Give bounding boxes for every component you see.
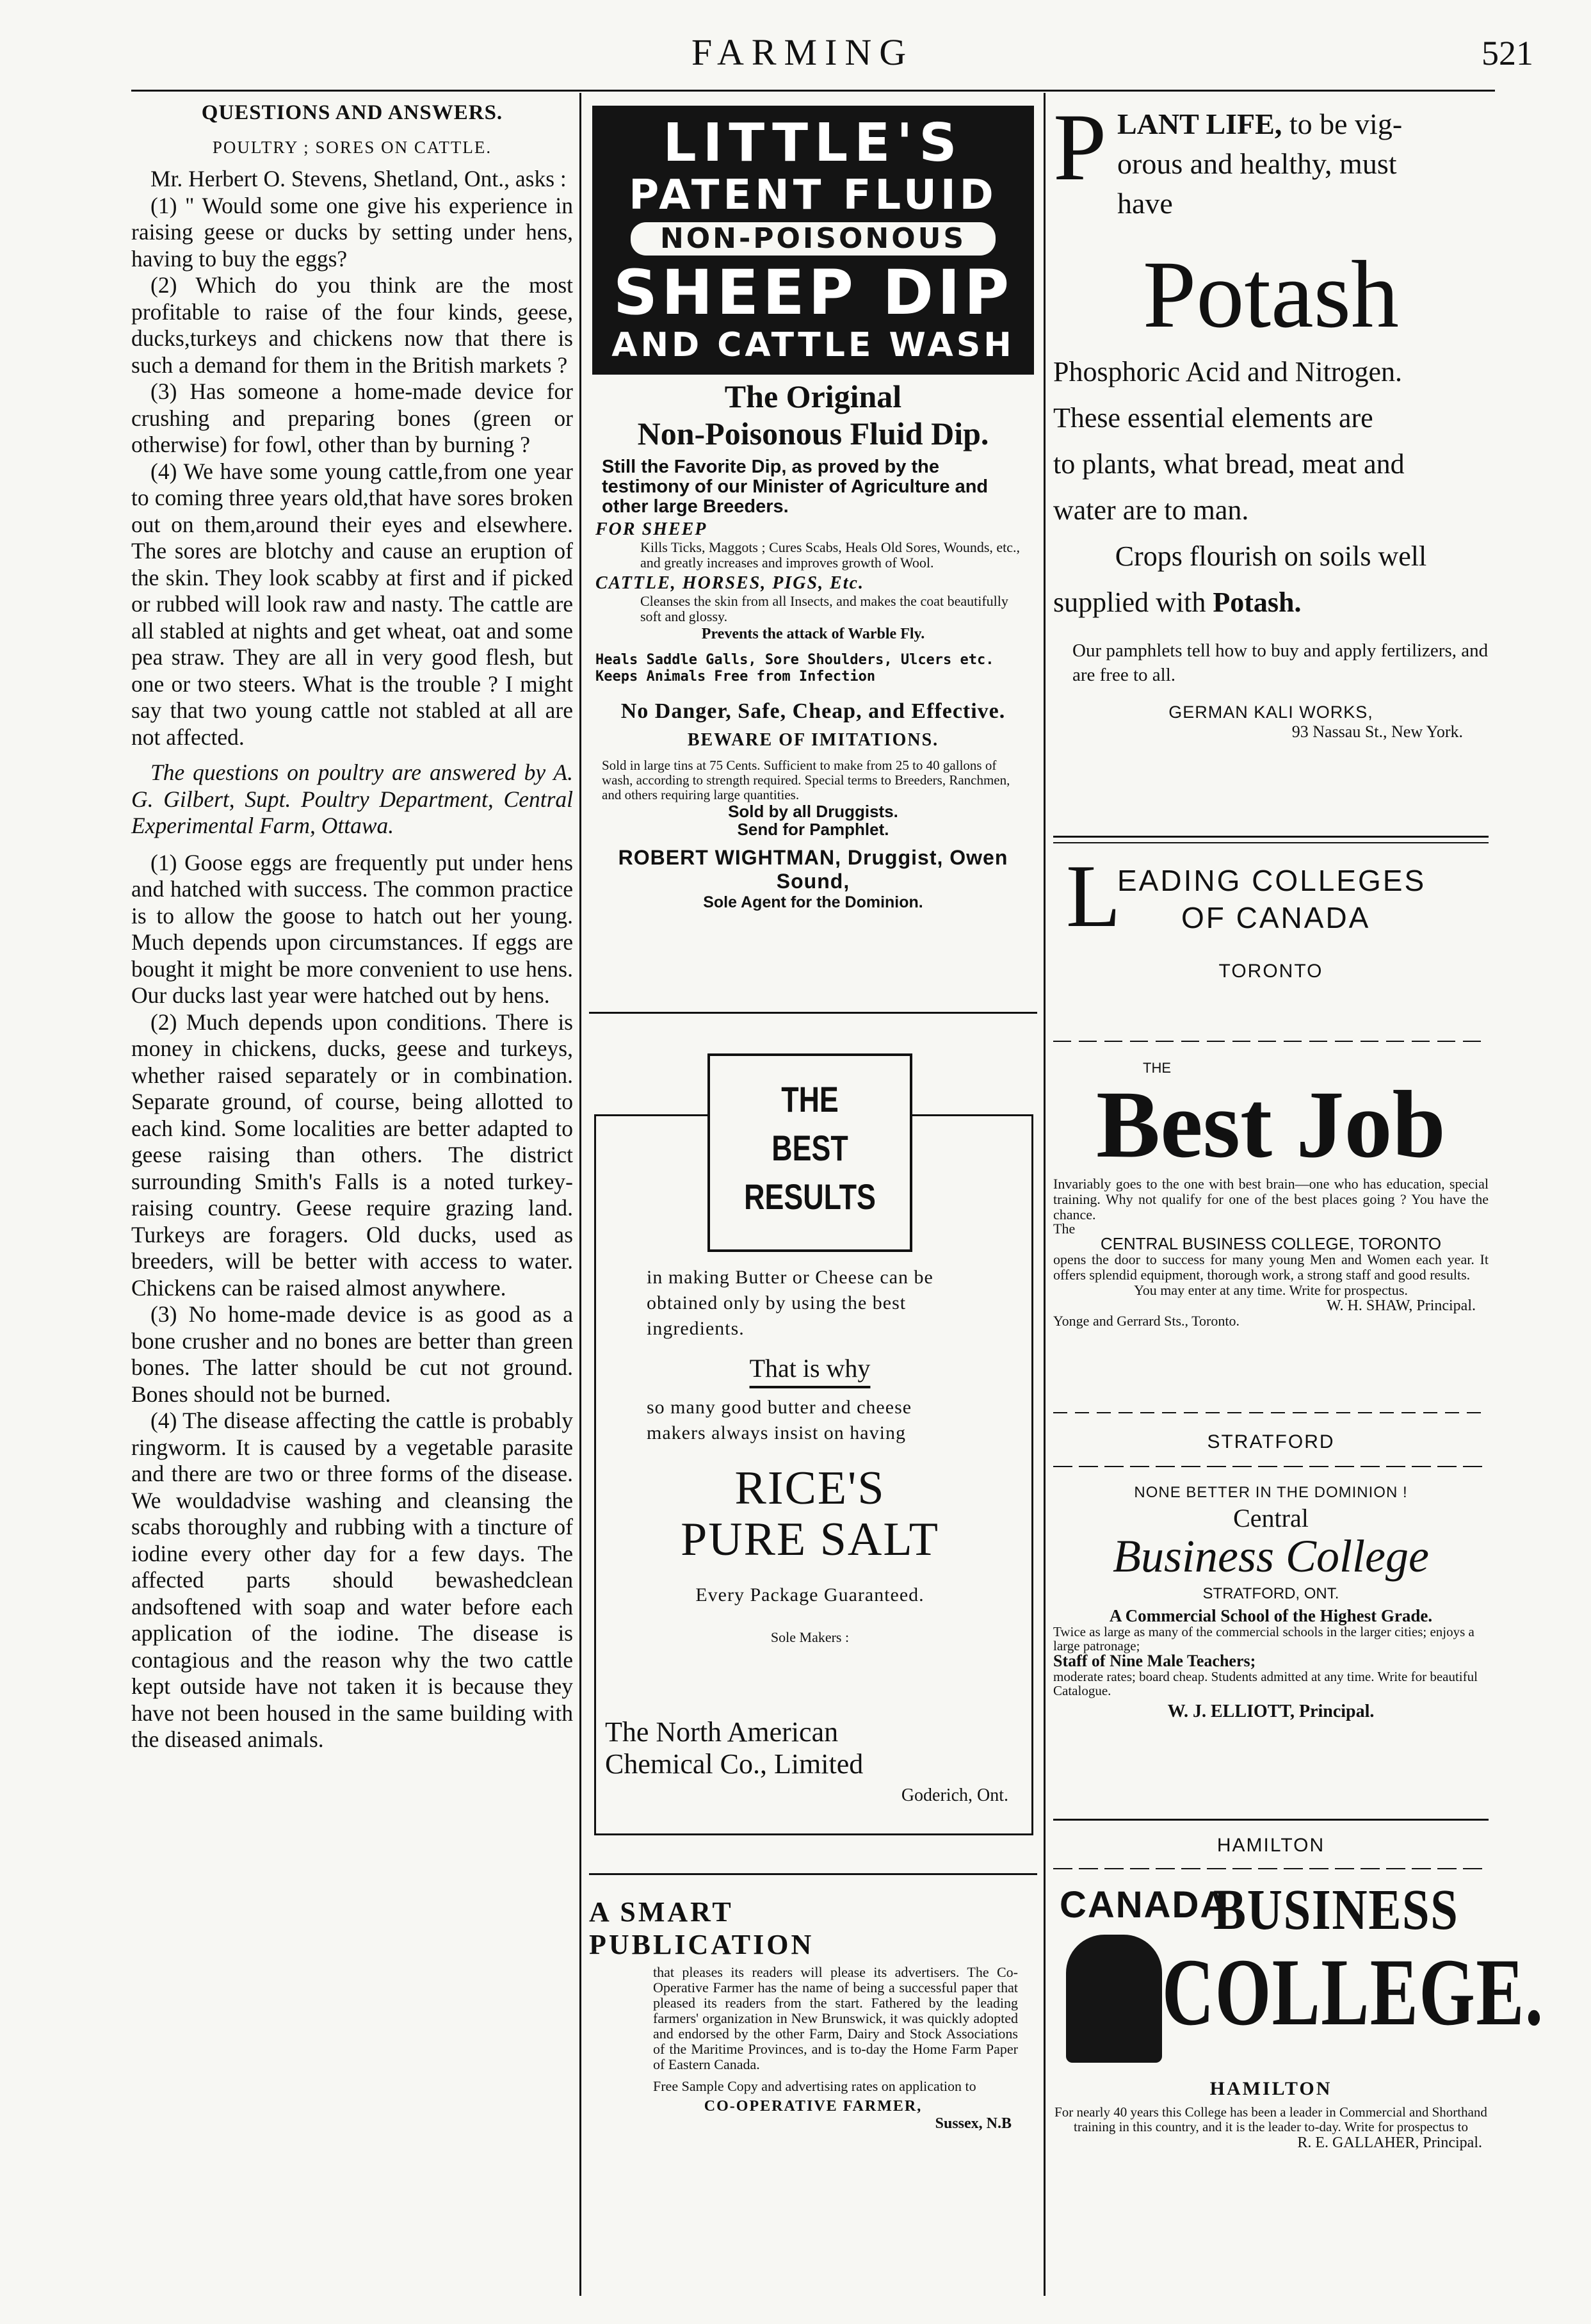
answer-3: (3) No home-made device is as good as a bone crusher and no bones are better than green bones. The latter should be cut not ground. Bones should not be burned. [131,1301,573,1407]
kali-address: 93 Nassau St., New York. [1291,722,1463,741]
potash-big-word: Potash [1142,241,1400,348]
canada-business-logo [1053,1878,1544,2076]
header-rule [131,90,1495,92]
kali-works: GERMAN KALI WORKS, [1168,703,1373,722]
smart-sig: CO-OPERATIVE FARMER, [704,2098,923,2115]
answer-attribution: The questions on poultry are answered by A. G. Gilbert, Supt. Poultry Department, Central Experimental Farm, Ottawa. [131,760,573,838]
central-business-toronto: CENTRAL BUSINESS COLLEGE, TORONTO [1100,1234,1442,1253]
potash-ad [1053,94,1489,742]
column-divider-right [1044,93,1046,2296]
potash-p6 [1053,580,1489,626]
best-job-text-1: Invariably goes to the one with best brain—one who has education, special training. Why not qualify for one of the best places going ? You have the chance. [1053,1176,1489,1223]
rice-company-line-2: Chemical Co., Limited [605,1748,864,1780]
rice-company-line-1: The North American [605,1716,839,1748]
question-1: (1) " Would some one give his experience in raising geese or ducks by setting under hens, having to buy the eggs? [131,192,573,272]
smart-publication-ad [589,1896,1037,2133]
article-subheading: POULTRY ; SORES ON CATTLE. [212,137,492,157]
banner-line-cattlewash: AND CATTLE WASH [611,326,1015,364]
best-job-address: Yonge and Gerrard Sts., Toronto. [1053,1313,1240,1329]
divider-right-1b [1053,842,1489,843]
stratford-s4: moderate rates; board cheap. Students admitted at any time. Write for beautiful Catalogue. [1053,1669,1478,1698]
warble-fly-text: Prevents the attack of Warble Fly. [701,626,925,642]
hamilton-rule [1053,1868,1489,1869]
best-job-principal: W. H. SHAW, Principal. [1327,1297,1476,1314]
logo-canada: CANADA [1060,1884,1229,1926]
for-sheep-text: Kills Ticks, Maggots ; Cures Scabs, Heals Old Sores, Wounds, etc., and greatly increases and improves growth of Wool. [640,539,1021,571]
divider-stratford [1053,1412,1489,1413]
plant-life-emph: LANT LIFE, [1117,108,1282,140]
toronto-heading: TORONTO [1218,961,1323,982]
plant-life-tail: to be vig- [1282,108,1403,140]
agent-text: ROBERT WIGHTMAN, Druggist, Owen Sound, [618,846,1008,893]
article-heading: QUESTIONS AND ANSWERS. [201,101,503,124]
answer-2: (2) Much depends upon conditions. There is money in chickens, ducks, geese and turkeys, whether raised separately or in combination. Separate ground, of course, being allotted to each kind. Some localities are better adapted to geese raising than others. The district surrounding Smith's Falls is a noted turkey-raising country. Geese require grazing land. Turkeys are foragers. Old ducks, used as breeders, will be better with access to water. Chickens can be raised almost anywhere. [131,1009,573,1301]
none-better: NONE BETTER IN THE DOMINION ! [1134,1484,1408,1501]
banner-line-littles: LITTLE'S [663,113,964,174]
plant-life-line-2: orous and healthy, must [1117,147,1397,180]
drop-cap-l: L [1066,847,1121,946]
smart-text: that pleases its readers will please its advertisers. The Co-Operative Farmer has the name of being a successful paper that pleased its readers from the start. Fathered by the leading farmers' organization in New Brunswick, it was quickly adopted and endorsed by the other Farm, Dairy and Stock Associations of the Maritime Provinces, and is to-day the Home Farm Paper of Eastern Canada. [653,1964,1018,2072]
ad-tagline: Still the Favorite Dip, as proved by the testimony of our Minister of Agriculture and other large Breeders. [602,457,989,517]
toronto-college-ad [1053,1060,1489,1329]
colleges-head-2: OF CANADA [1181,901,1371,934]
best-job-text-4: You may enter at any time. Write for prospectus. [1134,1282,1408,1298]
column-divider-left [579,93,581,2296]
drop-cap-p: P [1053,94,1107,200]
logo-figure [1066,1935,1162,2063]
page-number: 521 [1482,34,1533,72]
rice-that-is-why: That is why [749,1354,871,1383]
cattle-text: Cleanses the skin from all Insects, and makes the coat beautifully soft and glossy. [640,593,1008,624]
divider-hamilton [1053,1819,1489,1821]
stratford-principal: W. J. ELLIOTT, Principal. [1167,1702,1375,1721]
rice-brand-line-2: PURE SALT [681,1513,939,1566]
logo-college: COLLEGE. [1162,1939,1544,2045]
rice-sole-makers: Sole Makers : [770,1629,850,1645]
smart-title-1: A SMART [589,1896,734,1928]
stratford-s2: Twice as large as many of the commercial schools in the larger cities; enjoys a large patronage; [1053,1624,1474,1654]
plant-life-block [1053,94,1489,259]
divider-mid-1 [589,1012,1037,1014]
potash-p5: Crops flourish on soils well [1115,540,1427,572]
the-label: THE [1143,1060,1171,1076]
best-job-heading: Best Job [1096,1071,1446,1178]
page-title: FARMING [691,31,914,73]
questions-and-answers-article [131,96,573,1753]
hamilton-principal: R. E. GALLAHER, Principal. [1297,2134,1482,2151]
smart-loc: Sussex, N.B [935,2115,1012,2132]
potash-p6-emph: Potash. [1213,587,1302,618]
hamilton-heading: HAMILTON [1216,1835,1325,1856]
colleges-heading [1053,847,1489,954]
best-job-text-3: opens the door to success for many young Men and Women each year. It offers splendid equipment, thorough work, a strong staff and good results. [1053,1251,1489,1283]
potash-p2: These essential elements are [1053,402,1373,434]
potash-p1: Phosphoric Acid and Nitrogen. [1053,356,1403,387]
rice-ad-body [647,1265,973,1646]
cattle-heading: CATTLE, HORSES, PIGS, Etc. [595,573,864,593]
pamphlet-text: Send for Pamphlet. [737,820,889,839]
potash-p3: to plants, what bread, meat and [1053,448,1405,480]
hamilton-sub: HAMILTON [1209,2078,1332,2099]
answer-4: (4) The disease affecting the cattle is probably ringworm. It is caused by a vegetable parasite and there are two or three forms of the disease. We wouldadvise washing and cleansing the scabs thoroughly and rubbing with a tincture of iodine every other day for a few days. The affected parts should bewashedclean andsoftened with soap and water before each application of the iodine. The disease is contagious and the reason why the two cattle kept outside have not taken it is because they have not been housed in the same building with the diseased animals. [131,1408,573,1752]
no-danger-text: No Danger, Safe, Cheap, and Effective. [620,699,1006,723]
leading-colleges-ad [1053,847,1489,982]
littles-dip-banner [592,106,1034,375]
divider-mid-2 [589,1873,1037,1875]
banner-line-patent: PATENT FLUID [629,172,997,219]
smart-title-2: PUBLICATION [589,1929,814,1960]
rice-text-2: so many good butter and cheese makers always insist on having [647,1397,912,1443]
ad-title-original: The Original [724,378,902,414]
stratford-s1: A Commercial School of the Highest Grade. [1109,1606,1433,1625]
plant-life-line-1 [1117,106,1402,143]
rice-text-1: in making Butter or Cheese can be obtained only by using the best ingredients. [647,1267,933,1339]
answer-1: (1) Goose eggs are frequently put under hens and hatched with success. The common practice is to allow the goose to hatch out her young. Much depends upon circumstances. If eggs are bought it might be more convenient to use hens. Our ducks last year were hatched out by hens. [131,849,573,1008]
best-job-the: The [1053,1221,1076,1237]
colleges-head-1: EADING COLLEGES [1117,864,1426,897]
banner-line-nonpoisonous: NON-POISONOUS [631,222,996,256]
divider-right-1 [1053,836,1489,838]
question-2: (2) Which do you think are the most profitable to raise of the four kinds, geese, ducks,turkeys and chickens now that there is such a demand for them in the British markets ? [131,272,573,378]
beware-text: BEWARE OF IMITATIONS. [687,730,939,750]
druggists-text: Sold by all Druggists. [728,802,898,821]
divider-toronto [1053,1041,1489,1042]
business-college-script: Business College [1113,1531,1429,1582]
ad-title-dip: Non-Poisonous Fluid Dip. [637,416,989,451]
question-4: (4) We have some young cattle,from one year to coming three years old,that have sores broken out on them,around their eyes and elsewhere. The sores are blotchy and cause an eruption of the skin. They look scabby at first and if picked or rubbed will look raw and nasty. The cattle are all stabled at nights and get wheat, oat and some pea straw. They are all in very good flesh, but one or two steers. What is the trouble ? I might say that two young cattle not stabled at all are not affected. [131,458,573,750]
potash-p6-text: supplied with [1053,587,1213,618]
littles-dip-ad-body [589,378,1037,912]
plant-life-line-3: have [1117,187,1173,220]
best-results-line-1: THE [781,1079,839,1119]
sold-text: Sold in large tins at 75 Cents. Sufficient to make from 25 to 40 gallons of wash, according to strength required. Special terms to Breeders, Ranchmen, and others requiring large quantities. [602,758,1010,802]
hamilton-text: For nearly 40 years this College has been a leader in Commercial and Shorthand training in this country, and it is the leader to-day. Write for prospectus to [1054,2104,1487,2134]
stratford-s3: Staff of Nine Male Teachers; [1053,1652,1256,1670]
stratford-rule [1053,1466,1489,1467]
potash-p4: water are to man. [1053,494,1249,526]
best-results-line-3: RESULTS [744,1176,876,1217]
banner-line-sheepdip: SHEEP DIP [613,257,1014,329]
stratford-ont: STRATFORD, ONT. [1202,1585,1339,1602]
heals-text: Heals Saddle Galls, Sore Shoulders, Ulcers etc. Keeps Animals Free from Infection [595,652,994,685]
stratford-heading: STRATFORD [1207,1431,1335,1452]
for-sheep-heading: FOR SHEEP [595,519,707,539]
question-3: (3) Has someone a home-made device for crushing and preparing bones (green or otherwise) for fowl, other than by burning ? [131,378,573,457]
rice-brand-line-1: RICE'S [734,1462,885,1515]
logo-business: BUSINESS [1213,1878,1459,1942]
smart-sample: Free Sample Copy and advertising rates on application to [653,2078,976,2094]
best-results-box [707,1053,912,1252]
page-header [0,26,1591,83]
central-script: Central [1233,1504,1309,1532]
rice-guarantee: Every Package Guaranteed. [695,1584,925,1605]
hamilton-college-ad [1053,1835,1544,2152]
rice-place: Goderich, Ont. [901,1785,1008,1805]
rice-company [605,1716,1021,1806]
question-intro: Mr. Herbert O. Stevens, Shetland, Ont., asks : [150,166,567,191]
agent-sub-text: Sole Agent for the Dominion. [703,893,923,911]
potash-pamphlet: Our pamphlets tell how to buy and apply fertilizers, and are free to all. [1072,640,1489,685]
stratford-college-ad [1053,1431,1489,1722]
best-results-line-2: BEST [771,1128,848,1168]
